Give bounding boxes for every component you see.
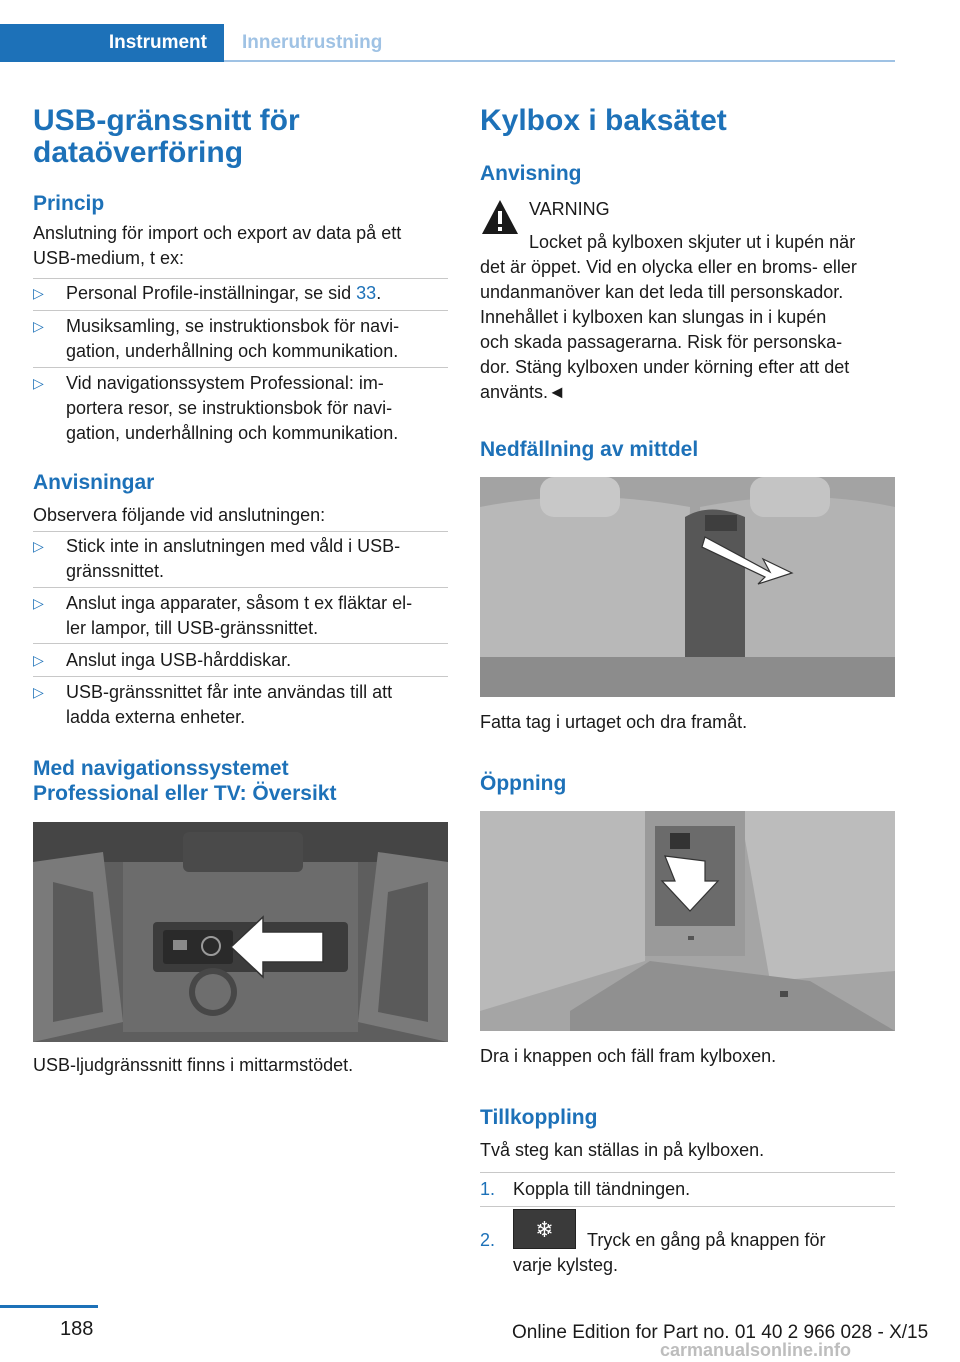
list-item-text: ladda externa enheter. bbox=[66, 707, 246, 727]
list-separator bbox=[33, 643, 448, 644]
step-number: 1. bbox=[480, 1179, 496, 1199]
warning-icon bbox=[480, 197, 520, 237]
heading-princip: Princip bbox=[33, 192, 105, 215]
heading-nedfallning: Nedfällning av mittdel bbox=[480, 438, 699, 461]
list-item-text: Vid navigationssystem Professional: im- bbox=[66, 373, 384, 393]
title-line: dataöverföring bbox=[33, 136, 244, 169]
warning-label: VARNING bbox=[529, 199, 610, 219]
list-item bbox=[33, 281, 448, 306]
oppning-caption: Dra i knappen och fäll fram kylboxen. bbox=[480, 1046, 777, 1066]
tillkoppling-intro: Två steg kan ställas in på kylboxen. bbox=[480, 1140, 765, 1160]
step-text: Tryck en gång på knappen för bbox=[587, 1230, 826, 1250]
list-separator bbox=[33, 278, 448, 279]
usb-photo-caption: USB-ljudgränssnitt finns i mittarmstödet. bbox=[33, 1055, 354, 1075]
heading-navigation bbox=[33, 756, 336, 806]
warning-text-line: Innehållet i kylboxen kan slungas in i kupén bbox=[480, 307, 827, 327]
warning-text-line: det är öppet. Vid en olycka eller en broms- eller bbox=[480, 257, 857, 277]
warning-text-line: Locket på kylboxen skjuter ut i kupén när bbox=[529, 232, 856, 252]
list-item-suffix: . bbox=[376, 283, 382, 303]
heading-tillkoppling: Tillkoppling bbox=[480, 1106, 598, 1129]
anvisningar-intro: Observera följande vid anslutningen: bbox=[33, 505, 326, 525]
triangle-bullet-icon: ▷ bbox=[33, 375, 44, 391]
list-separator bbox=[33, 587, 448, 588]
list-item-text: ler lampor, till USB-gränssnittet. bbox=[66, 618, 319, 638]
heading-line: Professional eller TV: Översikt bbox=[33, 782, 337, 805]
list-item bbox=[33, 648, 448, 673]
list-item-text: Anslut inga USB-hårddiskar. bbox=[66, 650, 292, 670]
list-item bbox=[33, 534, 448, 584]
list-item-text: Stick inte in anslutningen med våld i USB- bbox=[66, 536, 401, 556]
snowflake-button-icon[interactable]: ❄ bbox=[513, 1209, 576, 1249]
page-link[interactable]: 33 bbox=[356, 283, 377, 303]
warning-text-line: dor. Stäng kylboxen under körning efter att det bbox=[480, 357, 850, 377]
nedfallning-caption: Fatta tag i urtaget och dra framåt. bbox=[480, 712, 748, 732]
step-item bbox=[480, 1216, 895, 1278]
list-item-text: Musiksamling, se instruktionsbok för navi- bbox=[66, 316, 400, 336]
list-separator bbox=[480, 1206, 895, 1207]
list-item-text: portera resor, se instruktionsbok för navi- bbox=[66, 398, 393, 418]
triangle-bullet-icon: ▷ bbox=[33, 538, 44, 554]
coolbox-opening-photo bbox=[480, 811, 895, 1031]
text-line: USB-medium, t ex: bbox=[33, 248, 185, 268]
list-separator bbox=[33, 310, 448, 311]
section-title-usb bbox=[33, 105, 300, 169]
step-text: Koppla till tändningen. bbox=[513, 1179, 691, 1199]
list-item bbox=[33, 591, 448, 641]
heading-anvisning: Anvisning bbox=[480, 162, 582, 185]
triangle-bullet-icon: ▷ bbox=[33, 684, 44, 700]
page-number: 188 bbox=[60, 1318, 94, 1340]
triangle-bullet-icon: ▷ bbox=[33, 595, 44, 611]
list-item bbox=[33, 314, 448, 364]
heading-oppning: Öppning bbox=[480, 772, 567, 795]
tab-underline bbox=[224, 60, 895, 62]
list-item bbox=[33, 680, 448, 730]
princip-text bbox=[33, 221, 448, 271]
step-number: 2. bbox=[480, 1230, 496, 1250]
list-separator bbox=[33, 531, 448, 532]
list-item-text: Anslut inga apparater, såsom t ex fläktar el- bbox=[66, 593, 413, 613]
step-item bbox=[480, 1177, 895, 1202]
warning-text-line: undanmanöver kan det leda till personskador. bbox=[480, 282, 844, 302]
warning-text bbox=[480, 255, 895, 405]
tab-instrument[interactable]: Instrument bbox=[0, 24, 224, 62]
list-item-text: gation, underhållning och kommunikation. bbox=[66, 341, 399, 361]
list-separator bbox=[480, 1172, 895, 1173]
list-item-text: gränssnittet. bbox=[66, 561, 165, 581]
triangle-bullet-icon: ▷ bbox=[33, 285, 44, 301]
warning-text-line: använts.◄ bbox=[480, 382, 566, 402]
triangle-bullet-icon: ▷ bbox=[33, 318, 44, 334]
step-text: varje kylsteg. bbox=[513, 1255, 619, 1275]
footer-rule bbox=[0, 1305, 98, 1308]
list-item bbox=[33, 371, 448, 446]
footer-edition: Online Edition for Part no. 01 40 2 966 028 - X/15 bbox=[512, 1322, 929, 1343]
text-line: Anslutning för import och export av data på ett bbox=[33, 223, 402, 243]
watermark: carmanualsonline.info bbox=[660, 1340, 852, 1360]
list-separator bbox=[33, 676, 448, 677]
warning-text-line: och skada passagerarna. Risk för personska- bbox=[480, 332, 843, 352]
usb-armrest-photo bbox=[33, 822, 448, 1042]
triangle-bullet-icon: ▷ bbox=[33, 652, 44, 668]
heading-anvisningar: Anvisningar bbox=[33, 471, 155, 494]
list-item-text: gation, underhållning och kommunikation. bbox=[66, 423, 399, 443]
list-separator bbox=[33, 367, 448, 368]
list-item-text: Personal Profile-inställningar, se sid bbox=[66, 283, 357, 303]
header-tabs bbox=[0, 0, 895, 62]
list-item-text: USB-gränssnittet får inte användas till att bbox=[66, 682, 393, 702]
title-line: USB-gränssnitt för bbox=[33, 104, 300, 137]
section-title-kylbox: Kylbox i baksätet bbox=[480, 104, 727, 137]
heading-line: Med navigationssystemet bbox=[33, 757, 289, 780]
rear-seat-center-photo bbox=[480, 477, 895, 697]
tab-innerutrustning[interactable]: Innerutrustning bbox=[242, 32, 383, 53]
